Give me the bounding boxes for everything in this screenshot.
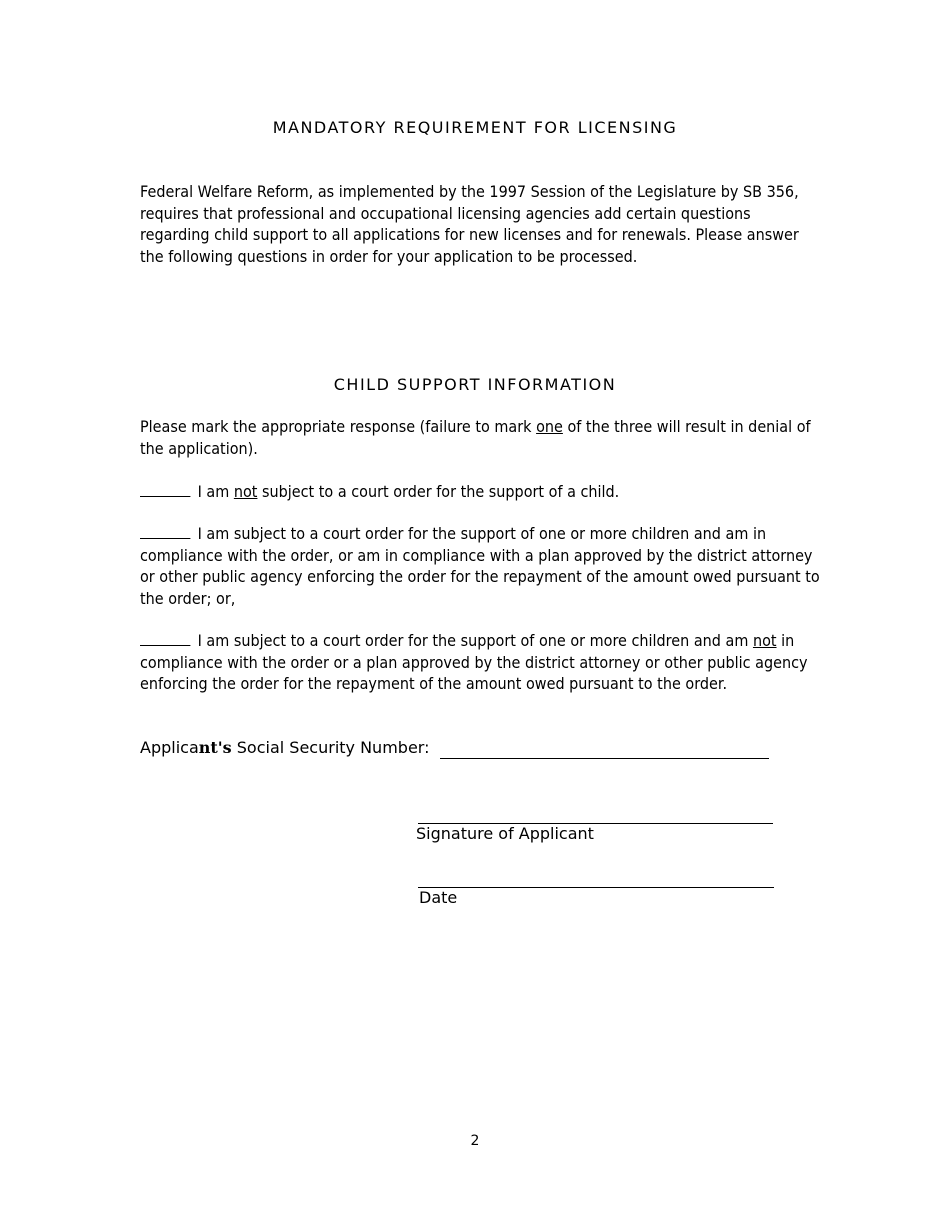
option-2-text: I am subject to a court order for the support of one or more children and am in compliance with the order, or am in compliance with a plan approved by the district attorney or other public agency enforcing the order for the repayment of the amount owed pursuant to the order; or, xyxy=(140,524,820,608)
option-3-before: I am subject to a court order for the support of one or more children and am xyxy=(197,631,753,650)
option-2-blank[interactable] xyxy=(140,524,190,539)
option-not-subject xyxy=(140,481,824,503)
page-number: 2 xyxy=(470,1133,480,1149)
option-3-after: in compliance with the order or a plan approved by the district attorney or other public agency enforcing the order for the repayment of the amount owed pursuant to the order. xyxy=(140,631,808,693)
date-line[interactable] xyxy=(418,887,774,888)
instruction-text-after: of the three will result in denial of the application). xyxy=(140,417,811,458)
instruction-text-before: Please mark the appropriate response (failure to mark xyxy=(140,417,537,436)
ssn-label xyxy=(140,738,429,757)
date-label: Date xyxy=(419,888,458,907)
option-1-emphasis: not xyxy=(233,482,258,501)
section-title: CHILD SUPPORT INFORMATION xyxy=(333,375,617,394)
signature-label: Signature of Applicant xyxy=(416,824,594,843)
option-1-blank[interactable] xyxy=(140,482,190,497)
option-1-after: subject to a court order for the support of a child. xyxy=(257,482,620,501)
option-not-in-compliance xyxy=(140,630,824,695)
ssn-input-line[interactable] xyxy=(440,758,769,759)
intro-paragraph: Federal Welfare Reform, as implemented by the 1997 Session of the Legislature by SB 356, requires that professional and occupational licensing agencies add certain questions regarding child support to all applications for new licenses and for renewals. Please answer the following questions in order for your application to be processed. xyxy=(140,182,799,266)
ssn-label-c: Social Security Number: xyxy=(231,738,430,757)
option-1-before: I am xyxy=(197,482,234,501)
ssn-label-b: nt's xyxy=(198,738,232,757)
instruction-paragraph xyxy=(140,416,824,459)
instruction-emphasis: one xyxy=(536,417,563,436)
option-3-emphasis: not xyxy=(752,631,777,650)
option-3-blank[interactable] xyxy=(140,631,190,646)
ssn-label-a: Applica xyxy=(140,738,199,757)
page-title: MANDATORY REQUIREMENT FOR LICENSING xyxy=(272,118,678,137)
option-in-compliance xyxy=(140,523,824,609)
